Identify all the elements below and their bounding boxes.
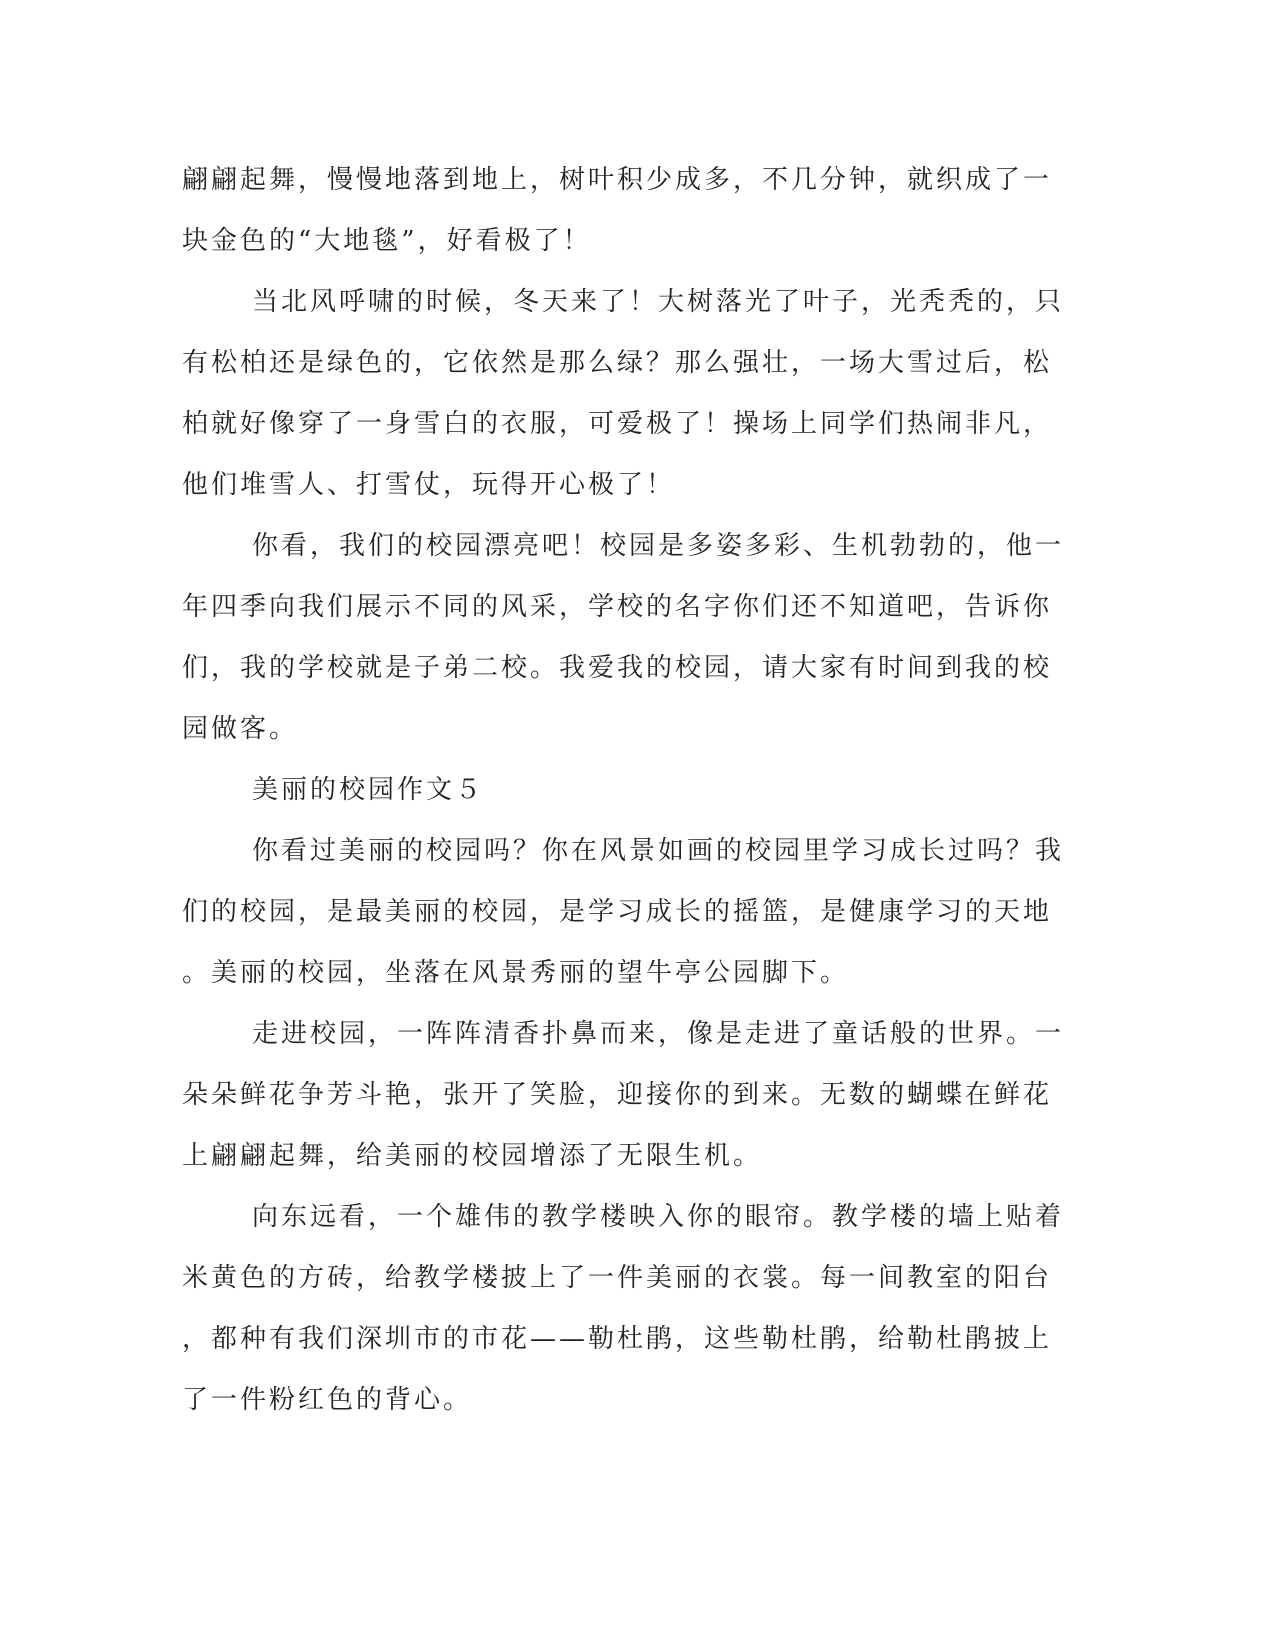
paragraph-line: 他们堆雪人、打雪仗，玩得开心极了！ (182, 470, 676, 500)
paragraph-line: 米黄色的方砖，给教学楼披上了一件美丽的衣裳。每一间教室的阳台 (182, 1263, 1053, 1293)
paragraph-line: 你看过美丽的校园吗？你在风景如画的校园里学习成长过吗？我 (252, 836, 1065, 866)
section-heading: 美丽的校园作文５ (252, 775, 485, 805)
paragraph-line: 当北风呼啸的时候，冬天来了！大树落光了叶子，光秃秃的，只 (252, 287, 1065, 317)
paragraph-line: 们的校园，是最美丽的校园，是学习成长的摇篮，是健康学习的天地 (182, 897, 1053, 927)
paragraph-line: 走进校园，一阵阵清香扑鼻而来，像是走进了童话般的世界。一 (252, 1019, 1065, 1049)
paragraph-line: 翩翩起舞，慢慢地落到地上，树叶积少成多，不几分钟，就织成了一 (182, 165, 1053, 195)
paragraph-line: 朵朵鲜花争芳斗艳，张开了笑脸，迎接你的到来。无数的蝴蝶在鲜花 (182, 1080, 1053, 1110)
paragraph-line: 年四季向我们展示不同的风采，学校的名字你们还不知道吧，告诉你 (182, 592, 1053, 622)
document-body (182, 150, 1065, 1431)
paragraph-line: 块金色的“大地毯”，好看极了！ (182, 226, 592, 256)
paragraph-line: 。美丽的校园，坐落在风景秀丽的望牛亭公园脚下。 (182, 958, 850, 988)
paragraph-line: 有松柏还是绿色的，它依然是那么绿？那么强壮，一场大雪过后，松 (182, 348, 1053, 378)
paragraph-line: 园做客。 (182, 714, 299, 744)
paragraph-line: 了一件粉红色的背心。 (182, 1385, 473, 1415)
paragraph-line: 们，我的学校就是子弟二校。我爱我的校园，请大家有时间到我的校 (182, 653, 1053, 683)
paragraph-line: 向东远看，一个雄伟的教学楼映入你的眼帘。教学楼的墙上贴着 (252, 1202, 1065, 1232)
paragraph-line: 你看，我们的校园漂亮吧！校园是多姿多彩、生机勃勃的，他一 (252, 531, 1065, 561)
paragraph-line: ，都种有我们深圳市的市花——勒杜鹃，这些勒杜鹃，给勒杜鹃披上 (182, 1324, 1053, 1354)
paragraph-line: 上翩翩起舞，给美丽的校园增添了无限生机。 (182, 1141, 763, 1171)
paragraph-line: 柏就好像穿了一身雪白的衣服，可爱极了！操场上同学们热闹非凡， (182, 409, 1053, 439)
